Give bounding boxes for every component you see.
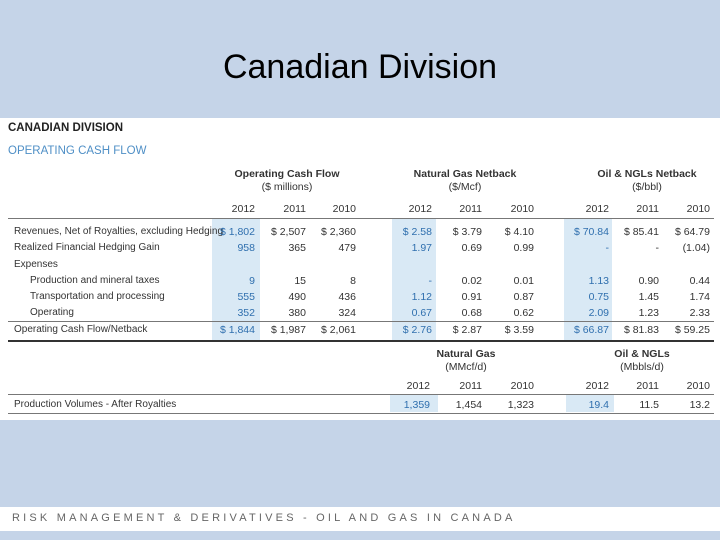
- table-cell: $ 4.10: [504, 226, 534, 238]
- table-cell: 8: [350, 275, 356, 287]
- production-cell: 11.5: [639, 399, 659, 411]
- total-rule: [8, 340, 714, 342]
- table-cell-total: $ 2.76: [402, 324, 432, 336]
- production-year-header: 2010: [686, 380, 710, 392]
- table-cell: 958: [237, 242, 255, 254]
- group-header-ocf-title: Operating Cash Flow: [234, 168, 340, 180]
- group-header-gas-title: Natural Gas Netback: [413, 168, 517, 180]
- table-cell: 0.02: [461, 275, 482, 287]
- table-cell: -: [605, 242, 609, 254]
- table-cell: 0.68: [461, 307, 482, 319]
- group-header-oil: [580, 168, 714, 194]
- table-cell: 2.09: [588, 307, 609, 319]
- production-year-header: 2012: [406, 380, 430, 392]
- production-year-header: 2011: [636, 380, 659, 392]
- production-group-oil-unit: (Mbbls/d): [620, 361, 664, 373]
- production-bottom-rule: [8, 413, 714, 414]
- table-cell: 490: [288, 291, 306, 303]
- table-cell: 9: [249, 275, 255, 287]
- table-cell-total: $ 1,844: [219, 324, 255, 336]
- table-cell: 0.01: [513, 275, 534, 287]
- table-cell: 0.62: [513, 307, 534, 319]
- table-title: CANADIAN DIVISION: [8, 122, 124, 134]
- year-header: 2010: [686, 203, 710, 215]
- row-label: Transportation and processing: [30, 291, 165, 302]
- table-subtitle: OPERATING CASH FLOW: [8, 145, 147, 157]
- table-cell: 0.44: [689, 275, 710, 287]
- table-cell: 0.75: [588, 291, 609, 303]
- table-cell: 1.74: [689, 291, 710, 303]
- table-cell: 0.67: [411, 307, 432, 319]
- production-header-rule: [8, 394, 714, 395]
- table-cell: $ 2,360: [320, 226, 356, 238]
- group-header-oil-title: Oil & NGLs Netback: [597, 168, 697, 180]
- table-cell: $ 2.58: [402, 226, 432, 238]
- table-cell: 0.69: [461, 242, 482, 254]
- row-label: Expenses: [14, 259, 58, 270]
- group-header-oil-unit: ($/bbl): [632, 181, 662, 193]
- table-cell: 324: [338, 307, 356, 319]
- table-cell: $ 64.79: [674, 226, 710, 238]
- table-cell: 1.97: [411, 242, 432, 254]
- production-cell: 1,454: [455, 399, 482, 411]
- production-group-gas-title: Natural Gas: [436, 348, 496, 360]
- table-cell: 2.33: [689, 307, 710, 319]
- table-cell: -: [655, 242, 659, 254]
- table-cell: 0.87: [513, 291, 534, 303]
- table-cell-total: $ 2,061: [320, 324, 356, 336]
- year-header: 2011: [459, 203, 482, 215]
- table-cell-total: $ 2.87: [452, 324, 482, 336]
- table-cell: 0.91: [461, 291, 482, 303]
- table-cell-total: $ 59.25: [674, 324, 710, 336]
- table-cell: 1.13: [588, 275, 609, 287]
- footer-text: RISK MANAGEMENT & DERIVATIVES - OIL AND GAS IN CANADA: [12, 512, 516, 524]
- row-label: Revenues, Net of Royalties, excluding Hedging: [14, 226, 224, 237]
- table-cell: 365: [288, 242, 306, 254]
- year-header: 2012: [231, 203, 255, 215]
- production-year-header: 2012: [585, 380, 609, 392]
- table-cell: -: [428, 275, 432, 287]
- table-cell: 1.45: [638, 291, 659, 303]
- group-header-gas: [398, 168, 532, 194]
- table-cell: 1.12: [411, 291, 432, 303]
- year-header: 2010: [332, 203, 356, 215]
- year-header: 2011: [636, 203, 659, 215]
- table-cell: $ 1,802: [219, 226, 255, 238]
- row-label: Realized Financial Hedging Gain: [14, 242, 160, 253]
- table-cell: (1.04): [682, 242, 710, 254]
- table-cell: $ 70.84: [573, 226, 609, 238]
- table-cell: 0.99: [513, 242, 534, 254]
- table-cell: 479: [338, 242, 356, 254]
- row-label: Operating Cash Flow/Netback: [14, 324, 148, 335]
- group-header-gas-unit: ($/Mcf): [448, 181, 482, 193]
- table-cell-total: $ 3.59: [504, 324, 534, 336]
- production-cell: 1,359: [403, 399, 430, 411]
- production-year-header: 2010: [510, 380, 534, 392]
- production-group-gas: [416, 348, 516, 374]
- table-cell: 352: [237, 307, 255, 319]
- production-row-label: Production Volumes - After Royalties: [14, 399, 177, 410]
- table-cell-total: $ 1,987: [270, 324, 306, 336]
- table-cell: 380: [288, 307, 306, 319]
- table-cell-total: $ 66.87: [573, 324, 609, 336]
- year-header: 2010: [510, 203, 534, 215]
- year-header: 2012: [408, 203, 432, 215]
- year-header: 2012: [585, 203, 609, 215]
- production-group-oil-title: Oil & NGLs: [614, 348, 670, 360]
- table-cell: 1.23: [638, 307, 659, 319]
- table-cell: 0.90: [638, 275, 659, 287]
- slide-title: Canadian Division: [222, 48, 498, 86]
- production-year-header: 2011: [459, 380, 482, 392]
- year-header: 2011: [283, 203, 306, 215]
- table-cell: 555: [237, 291, 255, 303]
- table-cell: $ 3.79: [452, 226, 482, 238]
- row-label: Production and mineral taxes: [30, 275, 160, 286]
- table-cell: $ 85.41: [623, 226, 659, 238]
- production-cell: 19.4: [588, 399, 609, 411]
- footer-banner: [0, 507, 720, 531]
- table-cell: 436: [338, 291, 356, 303]
- group-header-ocf: [222, 168, 352, 194]
- group-header-ocf-unit: ($ millions): [261, 181, 313, 193]
- table-cell: 15: [294, 275, 306, 287]
- production-group-oil: [592, 348, 692, 374]
- table-cell-total: $ 81.83: [623, 324, 659, 336]
- production-group-gas-unit: (MMcf/d): [445, 361, 487, 373]
- subtotal-rule: [8, 321, 714, 322]
- data-table-panel: [0, 118, 720, 420]
- table-cell: $ 2,507: [270, 226, 306, 238]
- header-rule: [8, 218, 714, 219]
- production-cell: 1,323: [507, 399, 534, 411]
- row-label: Operating: [30, 307, 74, 318]
- production-cell: 13.2: [689, 399, 710, 411]
